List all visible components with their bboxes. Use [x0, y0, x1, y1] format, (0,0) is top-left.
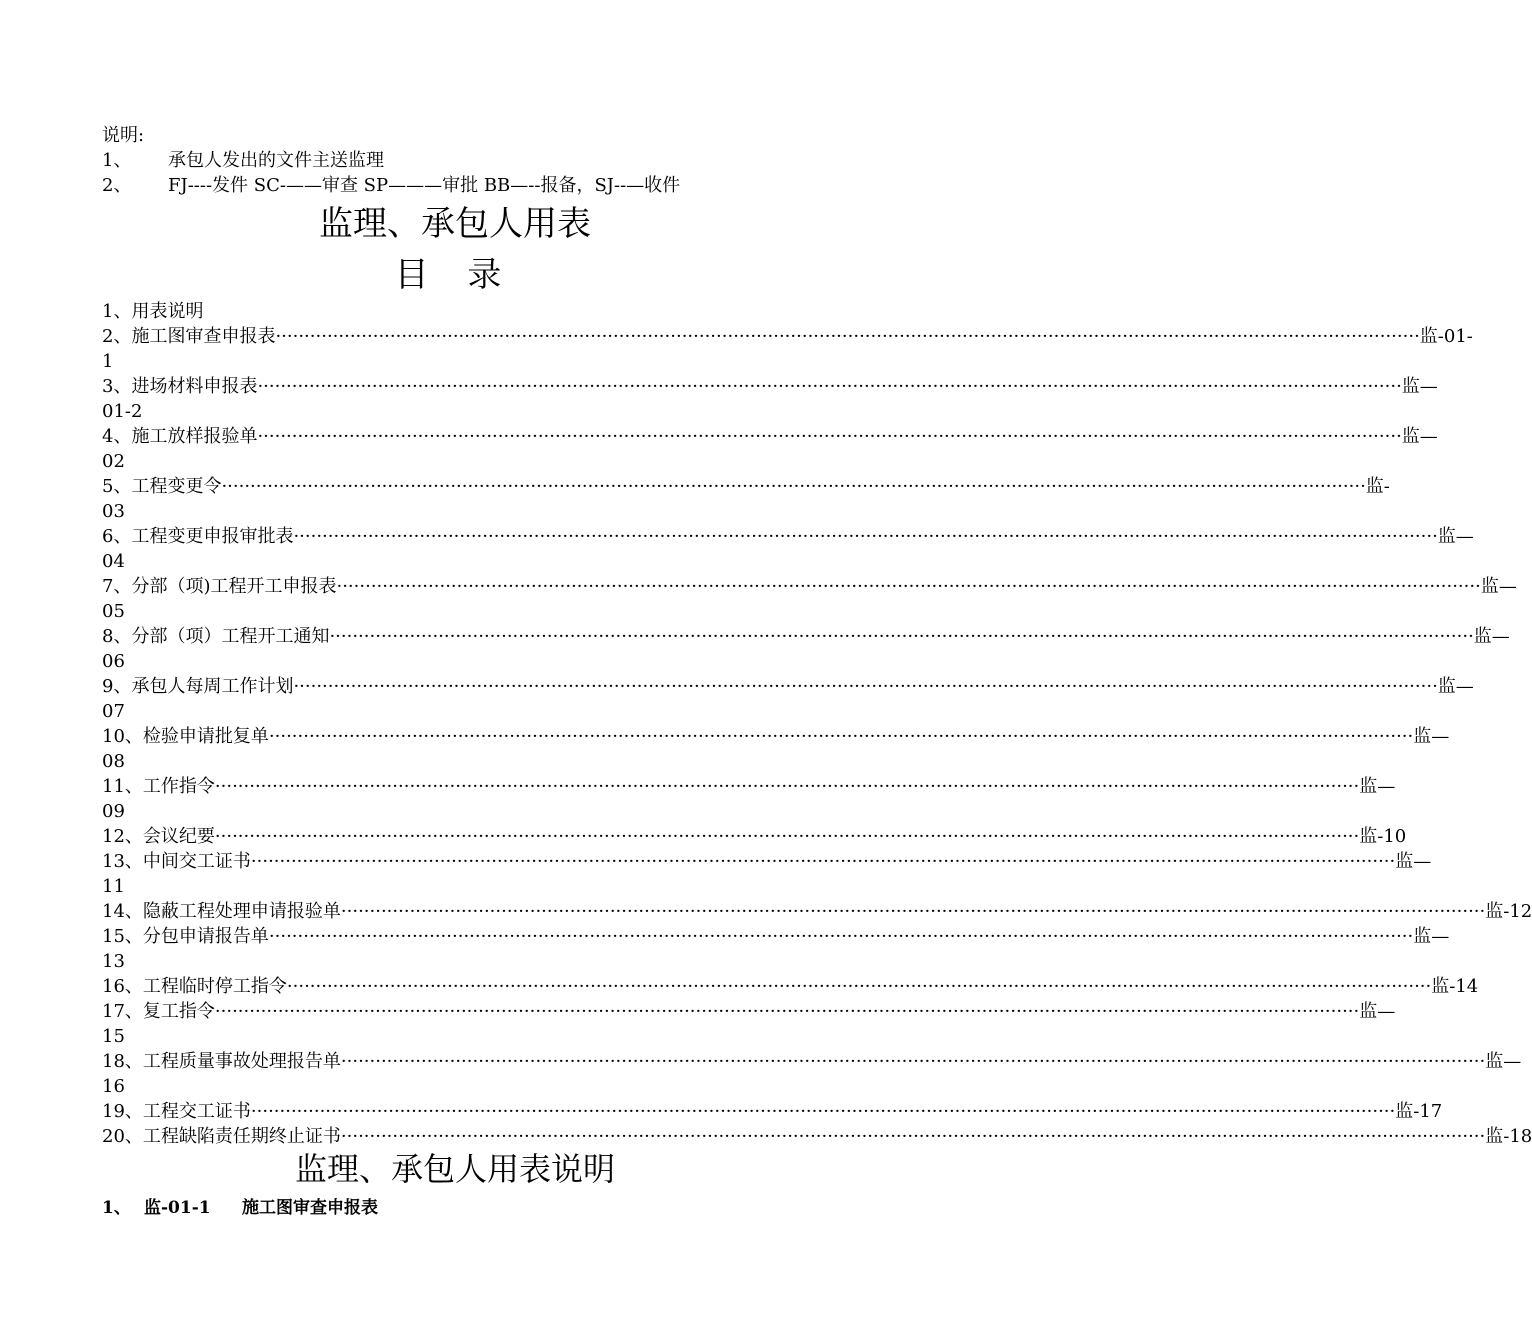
toc-entry-page-continuation: 03 [102, 501, 125, 522]
toc-entry-page-continuation: 1 [102, 351, 114, 372]
toc-entry-label: 19、工程交工证书 [102, 1101, 251, 1122]
toc-entry-label: 13、中间交工证书 [102, 851, 251, 872]
toc-entry-label: 7、分部（项)工程开工申报表 [102, 576, 337, 597]
toc-leader-dots: ········································································································································································································ [257, 426, 1402, 447]
toc-entry-page: 监— [1401, 376, 1438, 397]
toc-entry [102, 1049, 1522, 1074]
toc-entry-label: 11、工作指令 [102, 776, 215, 797]
toc-leader-dots: ········································································································································································································ [250, 1101, 1396, 1122]
section-item-name: 施工图审查申报表 [242, 1198, 378, 1218]
toc-entry-label: 16、工程临时停工指令 [102, 976, 287, 997]
toc-entry-label: 18、工程质量事故处理报告单 [102, 1051, 341, 1072]
toc-entry-label: 14、隐蔽工程处理申请报验单 [102, 901, 341, 922]
toc-entry [102, 299, 806, 324]
toc-entry [102, 899, 1532, 924]
toc-entry-label: 3、进场材料申报表 [102, 376, 258, 397]
toc-entry [102, 849, 1432, 874]
toc-entry-page: 监— [1485, 1051, 1522, 1072]
note-text: 承包人发出的文件主送监理 [168, 150, 384, 171]
toc-entry-page: 监— [1413, 926, 1450, 947]
toc-title: 目 录 [394, 255, 516, 295]
toc-entry-page: 监-17 [1395, 1101, 1443, 1122]
toc-entry-page-continuation: 02 [102, 451, 125, 472]
toc-entry [102, 724, 1450, 749]
toc-leader-dots: ········································································································································································································ [257, 376, 1402, 397]
toc-entry-page-continuation: 13 [102, 951, 125, 972]
section-item-number: 1、 [102, 1198, 131, 1218]
toc-entry-page: 监-18 [1485, 1126, 1532, 1147]
toc-leader-dots: ········································································································································································································ [340, 1126, 1486, 1147]
toc-leader-dots: ········································································································································································································ [268, 926, 1414, 947]
toc-leader-dots: ········································································································································································································ [214, 1001, 1360, 1022]
toc-entry [102, 824, 1407, 849]
toc-entry-label: 6、工程变更申报审批表 [102, 526, 294, 547]
toc-leader-dots: ········································································································································································································ [221, 476, 1366, 497]
section-title: 监理、承包人用表说明 [294, 1150, 615, 1188]
toc-entry [102, 974, 1479, 999]
table-of-contents [102, 299, 1532, 1149]
main-title: 监理、承包人用表 [319, 204, 591, 244]
toc-entry-page: 监-01- [1419, 326, 1473, 347]
toc-entry-page-continuation: 01-2 [102, 401, 143, 422]
toc-entry-page: 监— [1437, 676, 1474, 697]
toc-entry-label: 10、检验申请批复单 [102, 726, 269, 747]
notes-title: 说明: [102, 125, 145, 146]
toc-entry-page-continuation: 07 [102, 701, 125, 722]
toc-entry [102, 424, 1438, 449]
toc-leader-dots: ········································································································································································································ [214, 826, 1360, 847]
toc-entry-page: 监— [1437, 526, 1474, 547]
toc-entry-label: 15、分包申请报告单 [102, 926, 269, 947]
toc-entry-label: 5、工程变更令 [102, 476, 222, 497]
section-item-heading [102, 1196, 378, 1220]
toc-entry-page: 监— [1395, 851, 1432, 872]
toc-entry-page: 监— [1480, 576, 1517, 597]
toc-entry-page-continuation: 15 [102, 1026, 125, 1047]
toc-entry [102, 924, 1450, 949]
toc-entry-page: 监-14 [1431, 976, 1479, 997]
toc-entry [102, 474, 1390, 499]
toc-leader-dots: ········································································································································································································ [340, 1051, 1486, 1072]
note-number: 2、 [102, 175, 132, 196]
toc-entry [102, 574, 1517, 599]
toc-entry-page: 监— [1359, 776, 1396, 797]
toc-entry-label: 2、施工图审查申报表 [102, 326, 276, 347]
toc-leader-dots: ········································································································································································································ [293, 676, 1438, 697]
toc-entry-page: 监— [1401, 426, 1438, 447]
toc-entry-label: 8、分部（项）工程开工通知 [102, 626, 330, 647]
toc-entry-page-continuation: 06 [102, 651, 125, 672]
toc-leader-dots: ········································································································································································································ [286, 976, 1432, 997]
toc-entry-page: 监- [1365, 476, 1390, 497]
toc-entry-page-continuation: 11 [102, 876, 125, 897]
toc-entry-label: 1、用表说明 [102, 301, 204, 322]
toc-entry-page: 监— [1359, 1001, 1396, 1022]
toc-entry [102, 324, 1473, 349]
toc-entry [102, 674, 1474, 699]
toc-entry [102, 774, 1396, 799]
toc-entry-label: 12、会议纪要 [102, 826, 215, 847]
toc-entry-page: 监-12 [1485, 901, 1532, 922]
toc-entry-page-continuation: 16 [102, 1076, 125, 1097]
toc-entry-page-continuation: 08 [102, 751, 125, 772]
toc-entry-page-continuation: 09 [102, 801, 125, 822]
toc-entry-label: 17、复工指令 [102, 1001, 215, 1022]
toc-leader-dots: ········································································································································································································ [275, 326, 1420, 347]
section-item-code: 监-01-1 [144, 1198, 211, 1218]
toc-leader-dots: ········································································································································································································ [293, 526, 1438, 547]
note-item [102, 149, 384, 173]
toc-entry-label: 9、承包人每周工作计划 [102, 676, 294, 697]
note-item [102, 174, 680, 198]
toc-leader-dots: ········································································································································································································ [268, 726, 1414, 747]
toc-entry [102, 624, 1510, 649]
toc-leader-dots: ········································································································································································································ [329, 626, 1474, 647]
toc-entry-page: 监— [1413, 726, 1450, 747]
toc-entry [102, 999, 1396, 1024]
toc-entry-page-continuation: 04 [102, 551, 125, 572]
toc-entry [102, 1124, 1532, 1149]
note-text: FJ----发件 SC-——审查 SP———审批 BB—--报备，SJ--—收件 [168, 175, 681, 196]
toc-entry-label: 20、工程缺陷责任期终止证书 [102, 1126, 341, 1147]
toc-entry [102, 1099, 1443, 1124]
toc-entry-label: 4、施工放样报验单 [102, 426, 258, 447]
toc-entry-page: 监-10 [1359, 826, 1407, 847]
toc-leader-dots: ········································································································································································································ [250, 851, 1396, 872]
toc-entry [102, 524, 1474, 549]
toc-entry-page: 监— [1473, 626, 1510, 647]
toc-entry [102, 374, 1438, 399]
note-number: 1、 [102, 150, 132, 171]
toc-entry-page-continuation: 05 [102, 601, 125, 622]
toc-leader-dots: ········································································································································································································ [336, 576, 1481, 597]
toc-leader-dots: ········································································································································································································ [340, 901, 1486, 922]
toc-leader-dots: ········································································································································································································ [214, 776, 1360, 797]
